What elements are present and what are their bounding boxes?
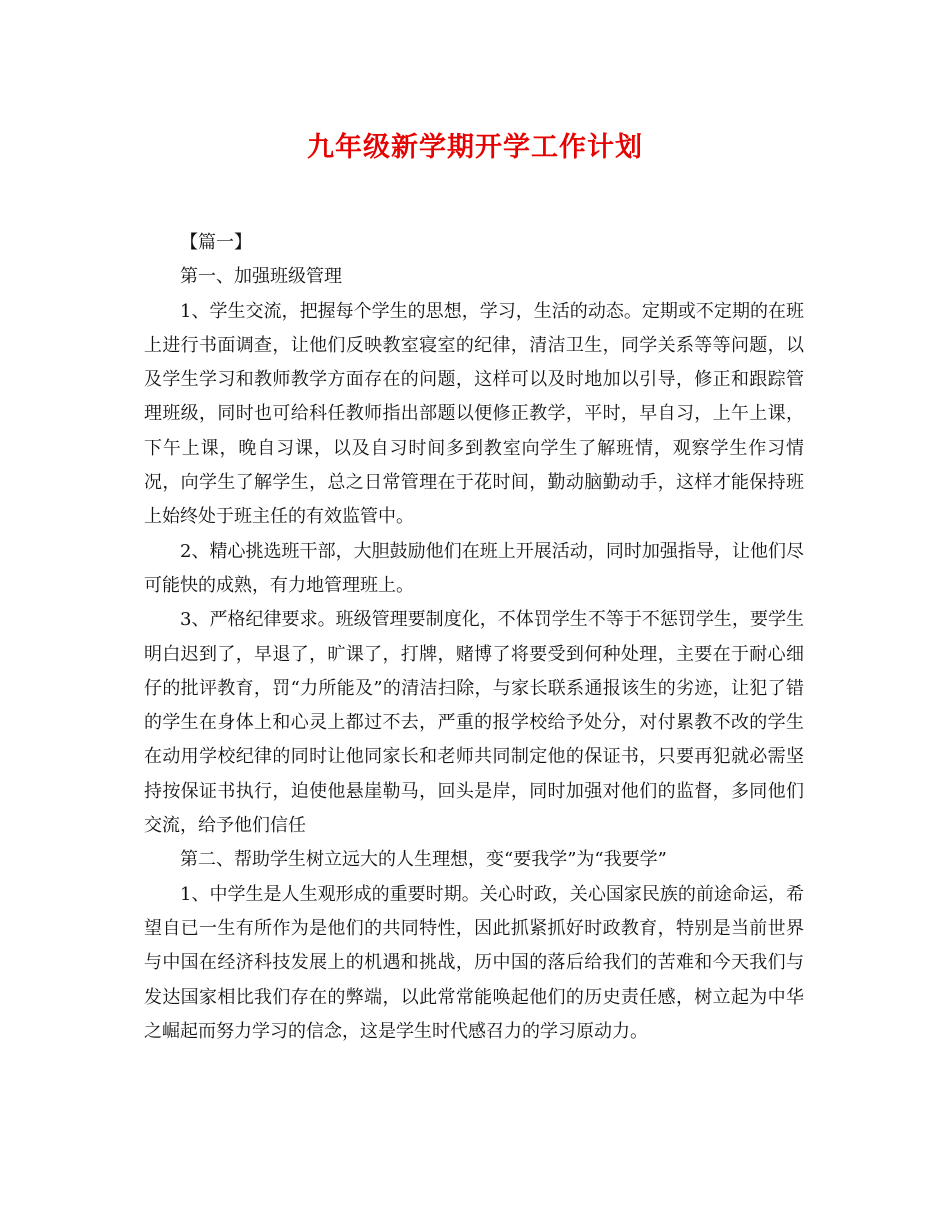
paragraph-part-two-item-1: 1、中学生是人生观形成的重要时期。关心时政，关心国家民族的前途命运，希望自已一生有所作为是他们的共同特性，因此抓紧抓好时政教育，特别是当前世界与中国在经济科技发展上的机遇和挑战，历中国的落后给我们的苦难和今天我们与发达国家相比我们存在的弊端，以此常常能唤起他们的历史责任感，树立起为中华之崛起而努力学习的信念，这是学生时代感召力的学习原动力。	[144, 883, 804, 1042]
document-title: 九年级新学期开学工作计划	[307, 132, 643, 163]
heading-part-two: 第二、帮助学生树立远大的人生理想，变“要我学”为“我要学”	[180, 849, 667, 871]
section-label: 【篇一】	[180, 232, 252, 253]
paragraph-item-3: 3、严格纪律要求。班级管理要制度化，不体罚学生不等于不惩罚学生，要学生明白迟到了，早退了，旷课了，打牌，赌博了将要受到何种处理，主要在于耐心细仔的批评教育，罚“力所能及”的清洁扫除，与家长联系通报该生的劣迹，让犯了错的学生在身体上和心灵上都过不去，严重的报学校给予处分，对付累教不改的学生在动用学校纪律的同时让他同家长和老师共同制定他的保证书，只要再犯就必需坚持按保证书执行，迫使他悬崖勒马，回头是岸，同时加强对他们的监督，多同他们交流，给予他们信任	[144, 609, 804, 837]
document-body	[144, 226, 804, 1049]
paragraph-item-1: 1、学生交流，把握每个学生的思想，学习，生活的动态。定期或不定期的在班上进行书面调查，让他们反映教室寝室的纪律，清洁卫生，同学关系等等问题，以及学生学习和教师教学方面存在的问题，这样可以及时地加以引导，修正和跟踪管理班级，同时也可给科任教师指出部题以便修正教学，平时，早自习，上午上课，下午上课，晚自习课，以及自习时间多到教室向学生了解班情，观察学生作习情况，向学生了解学生，总之日常管理在于花时间，勤动脑勤动手，这样才能保持班上始终处于班主任的有效监管中。	[144, 300, 804, 528]
heading-part-one: 第一、加强班级管理	[180, 266, 342, 288]
paragraph-item-2: 2、精心挑选班干部，大胆鼓励他们在班上开展活动，同时加强指导，让他们尽可能快的成熟，有力地管理班上。	[144, 540, 804, 596]
